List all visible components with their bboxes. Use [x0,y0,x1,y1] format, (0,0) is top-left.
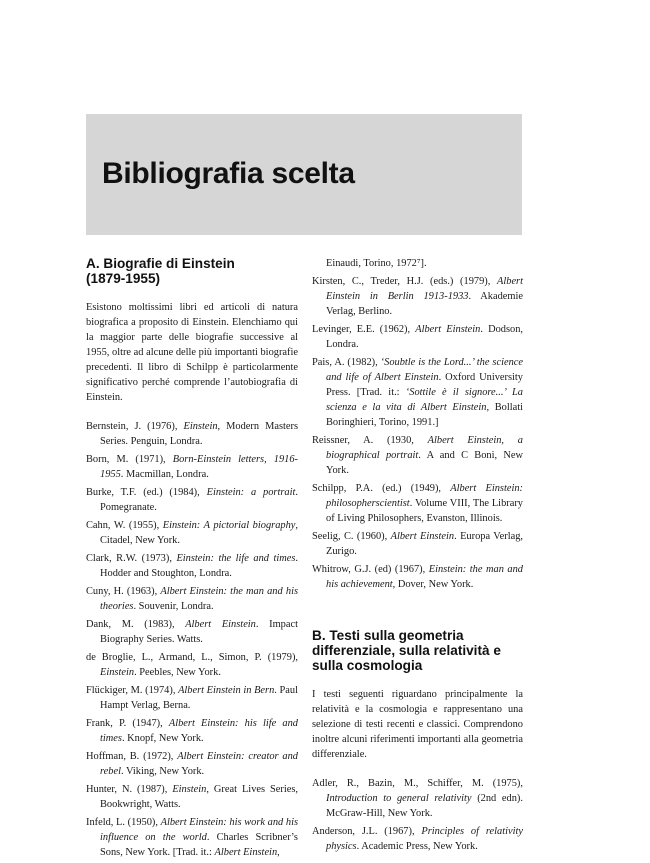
ref-publisher: . Paul Hampt Verlag, Berna. [100,685,298,711]
ref-title: Albert Einstein [390,531,455,542]
ref-title: Albert Einstein: his work and his influence on the world [100,817,299,843]
section-b-heading-line1: B. Testi sulla geometria [312,628,464,643]
ref-author: Born, M. (1971), [86,454,173,465]
ref-publisher: . Europa Verlag, Zurigo. [326,531,524,557]
ref-author: Adler, R., Bazin, M., Schiffer, M. (1975), [312,778,523,789]
ref-title: Albert Einstein: creator and rebel [100,751,298,777]
ref-publisher: . Knopf, New York. [121,733,204,744]
reference-item [86,650,298,680]
section-b [312,628,523,854]
ref-publisher: . Academic Press, New York. [356,841,478,852]
reference-item [86,452,298,482]
ref-publisher: . Impact Biography Series. Watts. [100,619,298,645]
ref-translation-title: Albert Einstein [214,847,278,858]
chapter-banner [86,114,522,235]
reference-item [312,824,523,854]
ref-author: Seelig, C. (1960), [312,531,391,542]
ref-publisher: , Citadel, New York. [100,520,298,546]
reference-item [86,683,298,713]
reference-item [86,617,298,647]
ref-author: Clark, R.W. (1973), [86,553,177,564]
ref-author: Burke, T.F. (ed.) (1984), [86,487,207,498]
section-b-heading-line2: differenziale, sulla relatività e [312,643,501,658]
reference-item [86,485,298,515]
ref-title: Introduction to general relativity [326,793,472,804]
ref-title: Einstein: the man and his achievement [326,564,523,590]
ref-author: Reissner, A. (1930, [312,435,428,446]
ref-author: Pais, A. (1982), [312,357,381,368]
reference-item [86,782,298,812]
ref-author: de Broglie, L., Armand, L., Simon, P. (1979), [86,652,298,663]
reference-item [86,551,298,581]
ref-publisher: . Volume VIII, The Library of Living Philosophers, Evanston, Illinois. [326,498,523,524]
ref-publisher: . Souvenir, Londra. [133,601,214,612]
ref-title: ‘Soubtle is the Lord...’ the science and life of Albert Einstein [326,357,523,383]
reference-item [312,562,523,592]
ref-publisher: . Dodson, Londra. [326,324,523,350]
ref-author: Whitrow, G.J. (ed) (1967), [312,564,429,575]
section-a-heading-line2: (1879-1955) [86,271,161,286]
reference-item [86,749,298,779]
section-b-heading-line3: sulla cosmologia [312,658,423,673]
ref-translation-publisher: , [277,847,280,858]
reference-continuation: Einaudi, Torino, 1972⁷]. [326,258,427,269]
ref-translation-publisher: , Bollati Boringhieri, Torino, 1991.] [326,402,524,428]
section-b-reference-list [312,776,523,854]
ref-author: Frank, P. (1947), [86,718,169,729]
section-a-reference-list [86,419,298,860]
reference-item [86,716,298,746]
ref-author: Bernstein, J. (1976), [86,421,184,432]
ref-title: Albert Einstein [185,619,256,630]
section-a-reference-list-continued [312,274,523,592]
ref-title: Albert Einstein in Berlin 1913-1933 [326,276,523,302]
ref-publisher: (2nd edn). McGraw-Hill, New York. [326,793,523,819]
reference-item [312,322,523,352]
ref-title: Born-Einstein letters, 1916-1955 [100,454,298,480]
section-b-heading [312,628,523,673]
section-b-intro: I testi seguenti riguardano principalmente la relatività e la cosmologia e rappresentano una selezione di testi recenti e classici. Comprendono inoltre alcuni riferimenti importanti alla geometria differenziale. [312,689,523,760]
ref-title: Albert Einstein: his life and times [100,718,298,744]
ref-publisher: , Modern Masters Series. Penguin, Londra. [100,421,298,447]
ref-title: Albert Einstein in Bern [178,685,275,696]
ref-author: Schilpp, P.A. (ed.) (1949), [312,483,451,494]
reference-item [86,815,298,860]
ref-author: Dank, M. (1983), [86,619,186,630]
ref-author: Levinger, E.E. (1962), [312,324,416,335]
ref-author: Kirsten, C., Treder, H.J. (eds.) (1979), [312,276,498,287]
ref-title: Einstein [183,421,218,432]
right-column [312,256,523,857]
left-column [86,256,298,863]
ref-publisher: . Hodder and Stoughton, Londra. [100,553,298,579]
reference-item [312,529,523,559]
section-a-heading-line1: A. Biografie di Einstein [86,256,235,271]
ref-author: Hoffman, B. (1972), [86,751,178,762]
ref-publisher: . Charles Scribner’s Sons, New York. [Trad. it.: [100,832,298,858]
ref-title: Einstein [100,667,135,678]
ref-publisher: . Akademie Verlag, Berlino. [326,291,523,317]
ref-author: Hunter, N. (1987), [86,784,173,795]
ref-author: Flückiger, M. (1974), [86,685,179,696]
ref-author: Anderson, J.L. (1967), [312,826,422,837]
ref-title: Principles of relativity physics [326,826,523,852]
ref-publisher: , Great Lives Series, Bookwright, Watts. [100,784,298,810]
ref-publisher: . A and C Boni, New York. [326,450,523,476]
reference-item [312,481,523,526]
reference-item [86,419,298,449]
ref-title: Einstein: a portrait [206,487,296,498]
ref-publisher: . Viking, New York. [120,766,205,777]
ref-title: Einstein: A pictorial biography [162,520,296,531]
reference-item [86,518,298,548]
ref-publisher: . Peebles, New York. [134,667,221,678]
reference-item [312,433,523,478]
ref-publisher: , Dover, New York. [392,579,474,590]
ref-author: Cahn, W. (1955), [86,520,163,531]
ref-title: Albert Einstein, a biographical portrait [326,435,523,461]
reference-item [312,776,523,821]
ref-title: Einstein [172,784,207,795]
reference-item [312,274,523,319]
chapter-title: Bibliografia scelta [102,157,355,190]
ref-publisher: . Macmillan, Londra. [120,469,209,480]
section-a-heading [86,256,298,286]
ref-author: Cuny, H. (1963), [86,586,161,597]
ref-publisher: . Oxford University Press. [Trad. it.: [326,372,523,398]
ref-translation-title: ‘Sottile è il signore...’ La scienza e la vita di Albert Einstein [326,387,523,413]
reference-item [86,584,298,614]
section-a-intro: Esistono moltissimi libri ed articoli di natura biografica a proposito di Einstein. Elenchiamo qui la maggior parte delle biografie successive al 1955, oltre ad alcune delle più importanti biografie precedenti. Il libro di Schilpp è particolarmente significativo perché comprende l’autobiografia di Einstein. [86,302,298,403]
ref-title: Albert Einstein: philosopherscientist [326,483,523,509]
ref-title: Albert Einstein [415,324,481,335]
reference-item [312,355,523,430]
ref-author: Infeld, L. (1950), [86,817,161,828]
ref-title: Einstein: the life and times [176,553,296,564]
ref-title: Albert Einstein: the man and his theories [100,586,298,612]
ref-publisher: . Pomegranate. [100,487,298,513]
